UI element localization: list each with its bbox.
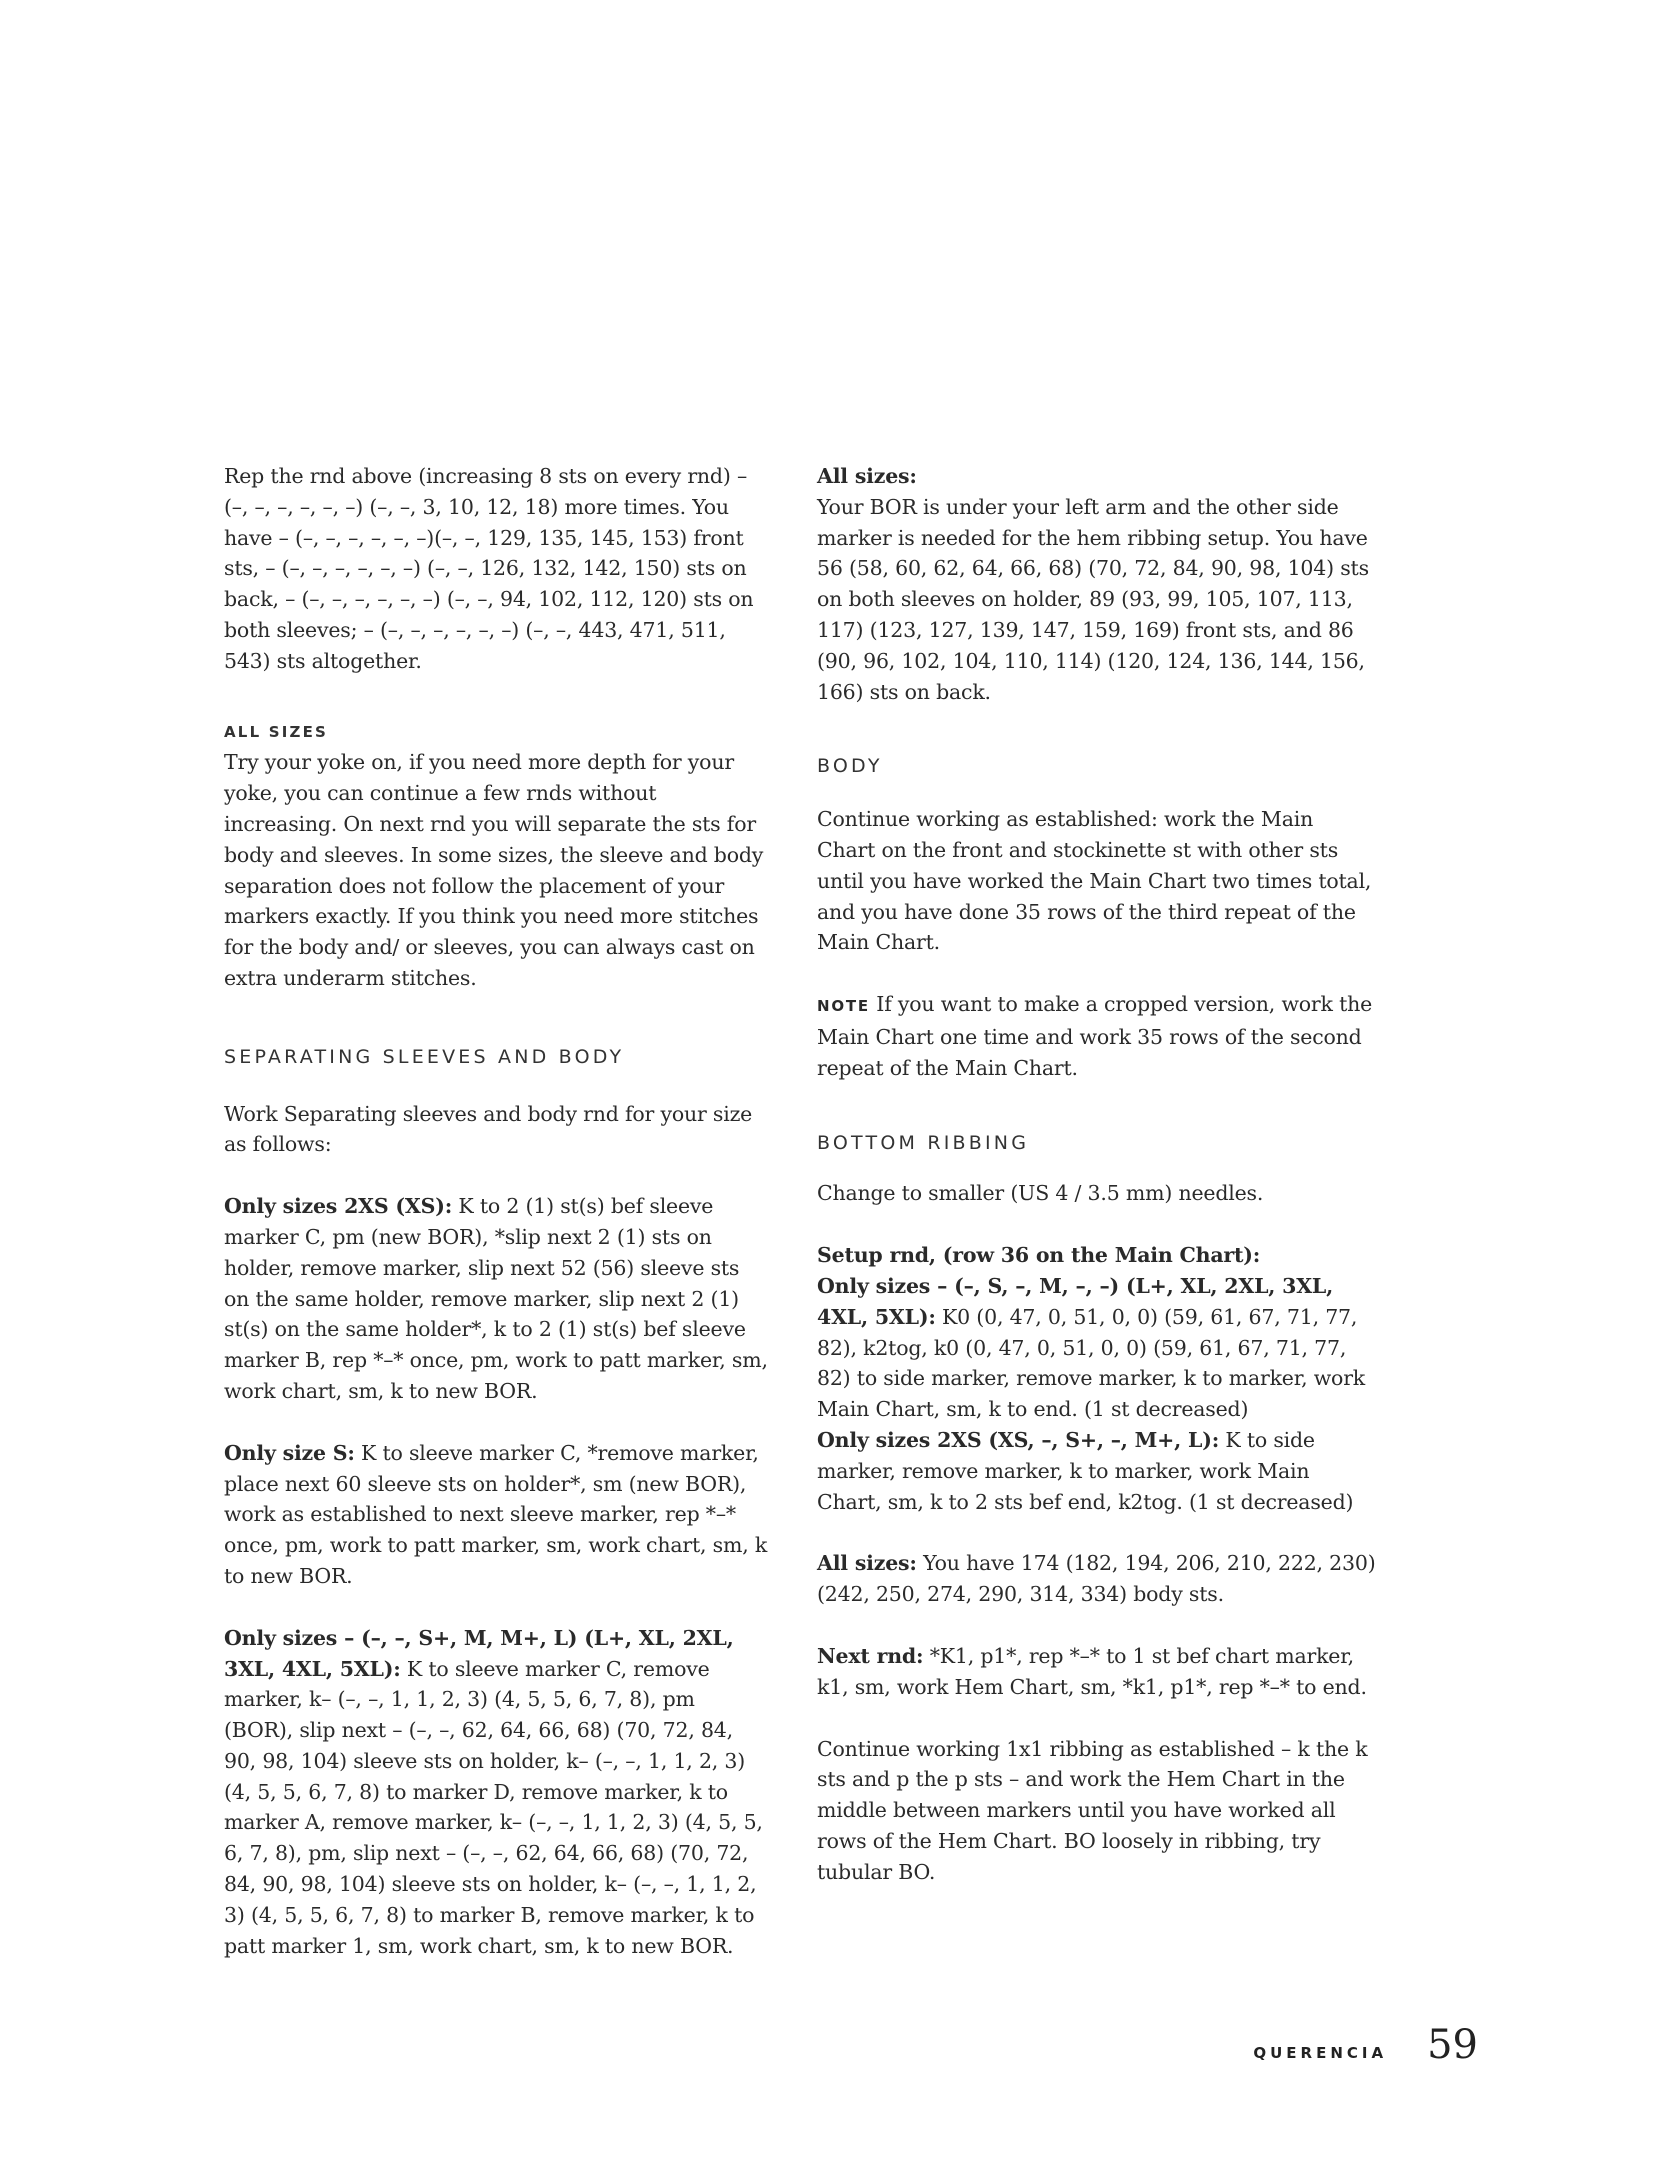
setup-rnd-label [817,1240,1377,1271]
note-text: If you want to make a cropped version, work the Main Chart one time and work 35 rows of the second repeat of the Main Chart. [817,992,1373,1080]
page-footer [1253,2022,1478,2068]
paragraph-rep-rnd: Rep the rnd above (increasing 8 sts on every rnd) – (–, –, –, –, –, –) (–, –, 3, 10, 12, 18) more times. You have – (–, –, –, –, –, –)(–, –, 129, 135, 145, 153) front sts, – (–, –, –, –, –, –) (–, –, 126, 132, 142, 150) sts on back, – (–, –, –, –, –, –) (–, –, 94, 102, 112, 120) sts on both sleeves; – (–, –, –, –, –, –) (–, –, 443, 471, 511, 543) sts altogether. [224,464,754,673]
setup-label: Setup rnd, (row 36 on the Main Chart): [817,1243,1261,1268]
size-label: Only size S: [224,1440,355,1465]
only-sizes-b-block [817,1425,1377,1517]
all-sizes-body-label: All sizes: [817,1551,917,1576]
paragraph-body: Continue working as established: work the Main Chart on the front and stockinette st with other sts until you have worked the Main Chart two times total, and you have done 35 rows of the third repeat of the Main Chart. [817,807,1372,955]
paragraph-bor: Your BOR is under your left arm and the other side marker is needed for the hem ribbing setup. You have 56 (58, 60, 62, 64, 66, 68) (70, 72, 84, 90, 98, 104) sts on both sleeves on holder, 89 (93, 99, 105, 107, 113, 117) (123, 127, 139, 147, 159, 169) front sts, and 86 (90, 96, 102, 104, 110, 114) (120, 124, 136, 144, 156, 166) sts on back. [817,494,1369,704]
right-column [817,461,1377,1887]
left-column [224,461,769,1961]
only-sizes-a-block [817,1271,1377,1425]
next-rnd-text: *K1, p1*, rep *–* to 1 st bef chart marker, k1, sm, work Hem Chart, sm, *k1, p1*, rep *–* to end. [817,1643,1367,1699]
size-instructions: K to side marker, remove marker, k to marker, work Main Chart, sm, k to 2 sts bef end, k2tog. (1 st decreased) [817,1427,1354,1514]
all-sizes-label: All sizes: [817,464,917,488]
size-block-s-plus-and-up [224,1623,769,1962]
page-number: 59 [1427,2022,1478,2068]
all-sizes-block [817,461,1377,492]
size-instructions: K0 (0, 47, 0, 51, 0, 0) (59, 61, 67, 71, 77, 82), k2tog, k0 (0, 47, 0, 51, 0, 0) (59, 61, 67, 71, 77, 82) to side marker, remove marker, k to marker, work Main Chart, sm, k to end. (1 st decreased) [817,1304,1366,1422]
size-instructions: K to sleeve marker C, *remove marker, place next 60 sleeve sts on holder*, sm (new BOR), work as established to next sleeve marker, rep *–* once, pm, work to patt marker, sm, work chart, sm, k to new BOR. [224,1440,768,1588]
size-label: Only sizes 2XS (XS): [224,1194,453,1219]
next-rnd-block [817,1641,1377,1703]
all-sizes-body-text: You have 174 (182, 194, 206, 210, 222, 230) (242, 250, 274, 290, 314, 334) body sts. [817,1551,1376,1607]
paragraph-needles: Change to smaller (US 4 / 3.5 mm) needles. [817,1181,1264,1206]
size-block-s [224,1438,769,1592]
note-label: NOTE [817,997,870,1016]
size-label: Only sizes 2XS (XS, –, S+, –, M+, L): [817,1427,1220,1452]
note-block [817,989,1377,1083]
all-sizes-label: ALL SIZES [224,722,329,741]
size-block-2xs-xs [224,1191,769,1407]
footer-brand: QUERENCIA [1253,2044,1388,2062]
heading-separating-sleeves: SEPARATING SLEEVES AND BODY [224,1045,625,1068]
all-sizes-body-block [817,1548,1377,1610]
paragraph-separating-intro: Work Separating sleeves and body rnd for your size as follows: [224,1101,753,1157]
paragraph-try-yoke: Try your yoke on, if you need more depth for your yoke, you can continue a few rnds without increasing. On next rnd you will separate the sts for body and sleeves. In some sizes, the sleeve and body separation does not follow the placement of your markers exactly. If you think you need more stitches for the body and/ or sleeves, you can always cast on extra underarm stitches. [224,750,764,990]
size-label: Only sizes – (–, S, –, M, –, –) (L+, XL, 2XL, 3XL, 4XL, 5XL): [817,1273,1334,1329]
size-instructions: K to 2 (1) st(s) bef sleeve marker C, pm (new BOR), *slip next 2 (1) sts on holder, remove marker, slip next 52 (56) sleeve sts on the same holder, remove marker, slip next 2 (1) st(s) on the same holder*, k to 2 (1) st(s) bef sleeve marker B, rep *–* once, pm, work to patt marker, sm, work chart, sm, k to new BOR. [224,1194,768,1403]
size-label: Only sizes – (–, –, S+, M, M+, L) (L+, XL, 2XL, 3XL, 4XL, 5XL): [224,1625,734,1681]
next-rnd-label: Next rnd: [817,1643,924,1668]
paragraph-continue-ribbing: Continue working 1x1 ribbing as established – k the k sts and p the p sts – and work the Hem Chart in the middle between markers until you have worked all rows of the Hem Chart. BO loosely in ribbing, try tubular BO. [817,1736,1368,1884]
heading-bottom-ribbing: BOTTOM RIBBING [817,1131,1030,1154]
size-instructions: K to sleeve marker C, remove marker, k– (–, –, 1, 1, 2, 3) (4, 5, 5, 6, 7, 8), pm (BOR), slip next – (–, –, 62, 64, 66, 68) (70, 72, 84, 90, 98, 104) sleeve sts on holder, k– (–, –, 1, 1, 2, 3) (4, 5, 5, 6, 7, 8) to marker D, remove marker, k to marker A, remove marker, k– (–, –, 1, 1, 2, 3) (4, 5, 5, 6, 7, 8), pm, slip next – (–, –, 62, 64, 66, 68) (70, 72, 84, 90, 98, 104) sleeve sts on holder, k– (–, –, 1, 1, 2, 3) (4, 5, 5, 6, 7, 8) to marker B, remove marker, k to patt marker 1, sm, work chart, sm, k to new BOR. [224,1656,763,1958]
heading-body: BODY [817,755,883,778]
